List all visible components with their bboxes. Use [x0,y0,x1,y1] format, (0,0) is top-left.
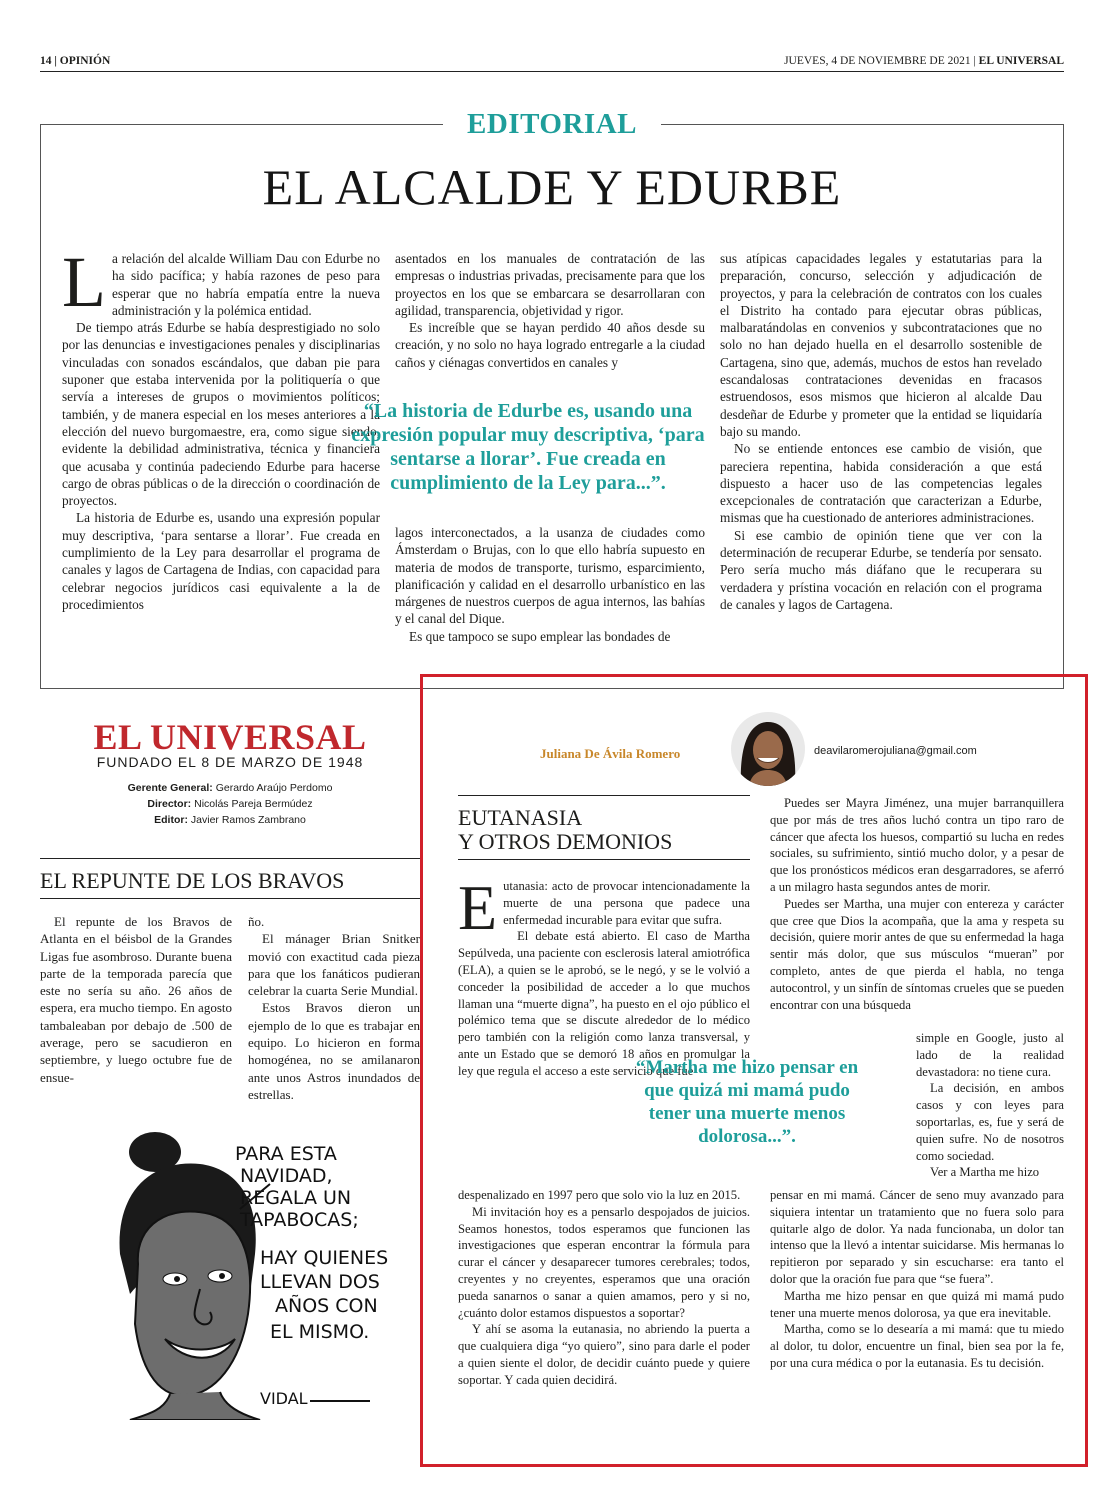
paper-name: EL UNIVERSAL [978,55,1064,67]
paragraph: Estos Bravos dieron un ejemplo de lo que es trabajar en equipo. Lo hicieron en forma homogénea, no se amilanaron ante unos Astros inundados de estrellas. [248,1000,420,1102]
opinion-column-2-top [770,795,1064,1013]
paragraph: asentados en los manuales de contratación de las empresas o industrias privadas, precisamente para que los proyectos en los que se embarcara se desarrollaran con agilidad, transparencia, objetividad y rigor. [395,251,705,318]
paragraph: La historia de Edurbe es, usando una expresión popular muy descriptiva, ‘para sentarse a llorar’. Fue creada en cumplimiento de la Ley para desarrollar el programa de canales y lagos de Cartagena de Indias, con capacidad para celebrar negocios jurídicos casi equivalente a la de procedimientos [62,510,380,612]
paragraph: El repunte de los Bravos de Atlanta en el béisbol de la Grandes Ligas fue asombroso. Durante buena parte de la temporada parecía que este no sería su año. 26 años de espera, era mucho tiempo. En agosto tambaleaban por debajo de .500 de average, pero se sacudieron en septiembre, y luego octubre fue de ensue- [40,914,232,1085]
opinion-dropcap: E [458,872,498,943]
author-portrait [731,712,805,786]
paragraph: Mi invitación hoy es a pensarlo despojados de juicios. Seamos honestos, todos esperamos que funcionen las investigaciones que esperan encontrar la fórmula para curar el cáncer y desaparecer tumores cerebrales; todos, creyentes y no creyentes, esperamos que una oración pueda sanarnos o sanar a quien amamos, pero y si no, ¿cuánto dolor estamos dispuestos a soportar? [458,1204,750,1320]
masthead-logo: EL UNIVERSAL [93,717,367,757]
editorial-label: EDITORIAL [0,108,1104,141]
paragraph: lagos interconectados, a la usanza de ciudades como Ámsterdam o Brujas, con lo que ello habría supuesto en materia de modos de transporte, turismo, esparcimiento, planificación y calidad en el desarrollo urbanístico en las márgenes de nuestros cuerpos de agua internos, las bahías y el canal del Dique. [395,525,705,627]
editorial-column-3 [720,250,1042,613]
opinion-column-1-top [458,872,750,1080]
editorial-column-2-bottom [395,524,705,645]
paragraph: utanasia: acto de provocar intencionadamente la muerte de una persona que padece una enfermedad incurable para evitar que sufra. [503,879,750,927]
paragraph: Es increíble que se hayan perdido 40 años desde su creación, y no solo no haya logrado entregarle a la ciudad caños y ciénagas convertidos en canales y [395,320,705,370]
paragraph: De tiempo atrás Edurbe se había desprestigiado no solo por las denuncias e investigaciones penales y disciplinarias vinculadas con sonados escándalos, que daban pie para suponer que estaba intervenida por la politiquería o que servía a intereses de grupos o movimientos políticos; también, y de manera especial en los meses anteriores a la elección del nuevo burgomaestre, era, como sigue siendo, evidente la debilidad administrativa, técnica y financiera que acusaba y continúa padeciendo Edurbe para hacerse cargo de obras públicas o de la dirección o coordinación de proyectos. [62,320,380,509]
divider [458,795,750,796]
editorial-pullquote: “La historia de Edurbe es, usando una expresión popular muy descriptiva, ‘para sentarse a llorar’. Fue creada en cumplimiento de la Ley para...”. [351,400,705,494]
masthead-staff [40,780,420,828]
author-name: Juliana De Ávila Romero [540,746,681,761]
opinion-column-2-bottom [770,1187,1064,1372]
opinion-headline: EUTANASIA Y OTROS DEMONIOS [458,805,673,854]
cartoon-line: TAPABOCAS; [240,1209,359,1231]
paragraph: despenalizado en 1997 pero que solo vio la luz en 2015. [458,1188,741,1202]
date-line [784,55,1064,67]
page-header [40,52,1064,72]
paragraph: La decisión, en ambos casos y con leyes para soportarlas, es, fue y será de quien sufre. No de nosotros como sociedad. [916,1081,1064,1163]
paragraph: El mánager Brian Snitker movió con exactitud cada pieza para que los fanáticos pudieran celebrar la cuarta Serie Mundial. [248,931,420,999]
repunte-column-2 [248,913,420,1103]
paragraph: Martha me hizo pensar en que quizá mi mamá pudo tener una muerte menos dolorosa, ya que era inevitable. [770,1288,1064,1320]
editorial-dropcap: L [62,242,106,322]
staff-line: Director: Nicolás Pareja Bermúdez [147,798,313,810]
section-label: 14 | OPINIÓN [40,55,111,67]
paragraph: ño. [248,914,265,929]
paragraph: Puedes ser Martha, una mujer con entereza y carácter que cree que Dios la acompaña, que la ama y respeta su decisión, quiere morir antes de que su enfermedad la haga sentir más dolor, que sus músculos “mueran” por completo, antes de que pierda el habla, no tenga autocontrol, y un sinfín de síntomas crueles que se pueden encontrar con una búsqueda [770,896,1064,1012]
paragraph: Martha, como se lo desearía a mi mamá: que tu miedo al dolor, tu dolor, encuentre un final, bien sea por la fe, por una cura médica o por la eutanasia. Es tu decisión. [770,1322,1064,1370]
paragraph: Puedes ser Mayra Jiménez, una mujer barranquillera que por más de tres años luchó contra un tipo raro de cáncer que afecta los huesos, compartió su lucha en redes sociales, su sufrimiento, sintió mucho dolor, y a pesar de que los pronósticos médicos eran desgarradores, se aferró a un milagro hasta segundos antes de morir. [770,796,1064,894]
paragraph: No se entiende entonces ese cambio de visión, que pareciera repentina, habida consideración a que está dispuesto a hacer uso de las competencias legales excepcionales de contratación que caracterizan a Edurbe, mismas que ha cuestionado de anteriores administraciones. [720,441,1042,526]
opinion-pullquote: “Martha me hizo pensar en que quizá mi mamá pudo tener una muerte menos dolorosa...”. [635,1057,859,1147]
issue-date: JUEVES, 4 DE NOVIEMBRE DE 2021 | [784,55,976,67]
paragraph: El debate está abierto. El caso de Martha Sepúlveda, una paciente con esclerosis lateral amiotrófica (ELA), a quien se le aprobó, se le negó, y se le volvió a conceder la posibilidad de acceder a lo que muchos llaman una “muerte digna”, ha puesto en el ojo público el polémico tema que se discute alrededor de lo médico pero también con la religión como lanza transversal, y ante un Estado que se demoró 18 años en promulgar la ley que regula el acceso a este servicio que fue [458,929,750,1078]
cartoon-line: REGALA UN [240,1187,352,1209]
divider [40,898,420,899]
author-avatar [731,712,805,786]
cartoon-line: HAY QUIENES [260,1247,389,1269]
staff-line: Editor: Javier Ramos Zambrano [154,814,306,826]
author-email-link[interactable]: deavilaromerojuliana@gmail.com [814,745,977,757]
divider [40,858,420,859]
repunte-column-1 [40,913,232,1086]
paragraph: Ver a Martha me hizo [930,1165,1040,1180]
staff-line: Gerente General: Gerardo Araújo Perdomo [127,782,333,794]
cartoon-line: AÑOS CON [275,1295,378,1317]
editorial-headline: EL ALCALDE Y EDURBE [262,159,842,215]
cartoon-line: EL MISMO. [270,1321,370,1343]
caricature-illustration [110,1114,420,1420]
cartoon-line: PARA ESTA [235,1143,337,1165]
paragraph: pensar en mi mamá. Cáncer de seno muy avanzado para siquiera intentar un tratamiento que no fuera solo para quitarle algo de dolor. Ya nada funcionaba, un dolor tan intenso que la llevó a intentar suicidarse. Mis hermanas lo repitieron por separado y sin escucharse: era tanto el dolor que la oración fue para que “se fuera”. [770,1188,1064,1286]
cartoon-line: NAVIDAD, [240,1165,333,1187]
opinion-column-2-middle [916,1030,1064,1181]
paragraph: Si ese cambio de opinión tiene que ver con la determinación de recuperar Edurbe, se tendería por sensato. Pero sería mucho más diáfano que le recuperara su verdadera y prístina vocación en relación con el programa de canales y lagos de Cartagena. [720,527,1042,612]
divider [458,859,750,860]
paragraph: simple en Google, justo al lado de la realidad devastadora: no tiene cura. [916,1031,1064,1079]
cartoon-line: LLEVAN DOS [260,1271,380,1293]
opinion-column-1-bottom [458,1187,750,1389]
editorial-column-2-top [395,250,705,371]
paragraph: a relación del alcalde William Dau con Edurbe no ha sido pacífica; y había razones de peso para esperar que no habría empatía entre la nueva administración y la polémica entidad. [111,251,380,318]
paragraph: Y ahí se asoma la eutanasia, no abriendo la puerta a que cualquiera diga “yo quiero”, sino para darle el poder a quien siente el dolor, de decidir cuánto puede y quiere soportar. Y cada quien decidirá. [458,1322,750,1387]
cartoonist-signature: VIDAL [260,1389,308,1408]
paragraph: sus atípicas capacidades legales y estatutarias para la preparación, concurso, selección y adjudicación de proyectos, y para la celebración de contratos con los cuales el Distrito ha contado para ejecutar obras públicas, malbaratándolas en convenios y subcontrataciones que no solo no han dejado huella en el desarrollo sostenible de Cartagena, sino que, además, muchos de estos han revelado escandalosas contrataciones devenidas en fracasos estruendosos, esos mismos que hicieron al alcalde Dau desdeñar de Edurbe y prometer que la entidad se liquidaría bajo su mando. [720,251,1042,439]
masthead-founded: FUNDADO EL 8 DE MARZO DE 1948 [96,754,364,770]
repunte-headline: EL REPUNTE DE LOS BRAVOS [40,868,345,893]
paragraph: Es que tampoco se supo emplear las bondades de [409,628,671,644]
